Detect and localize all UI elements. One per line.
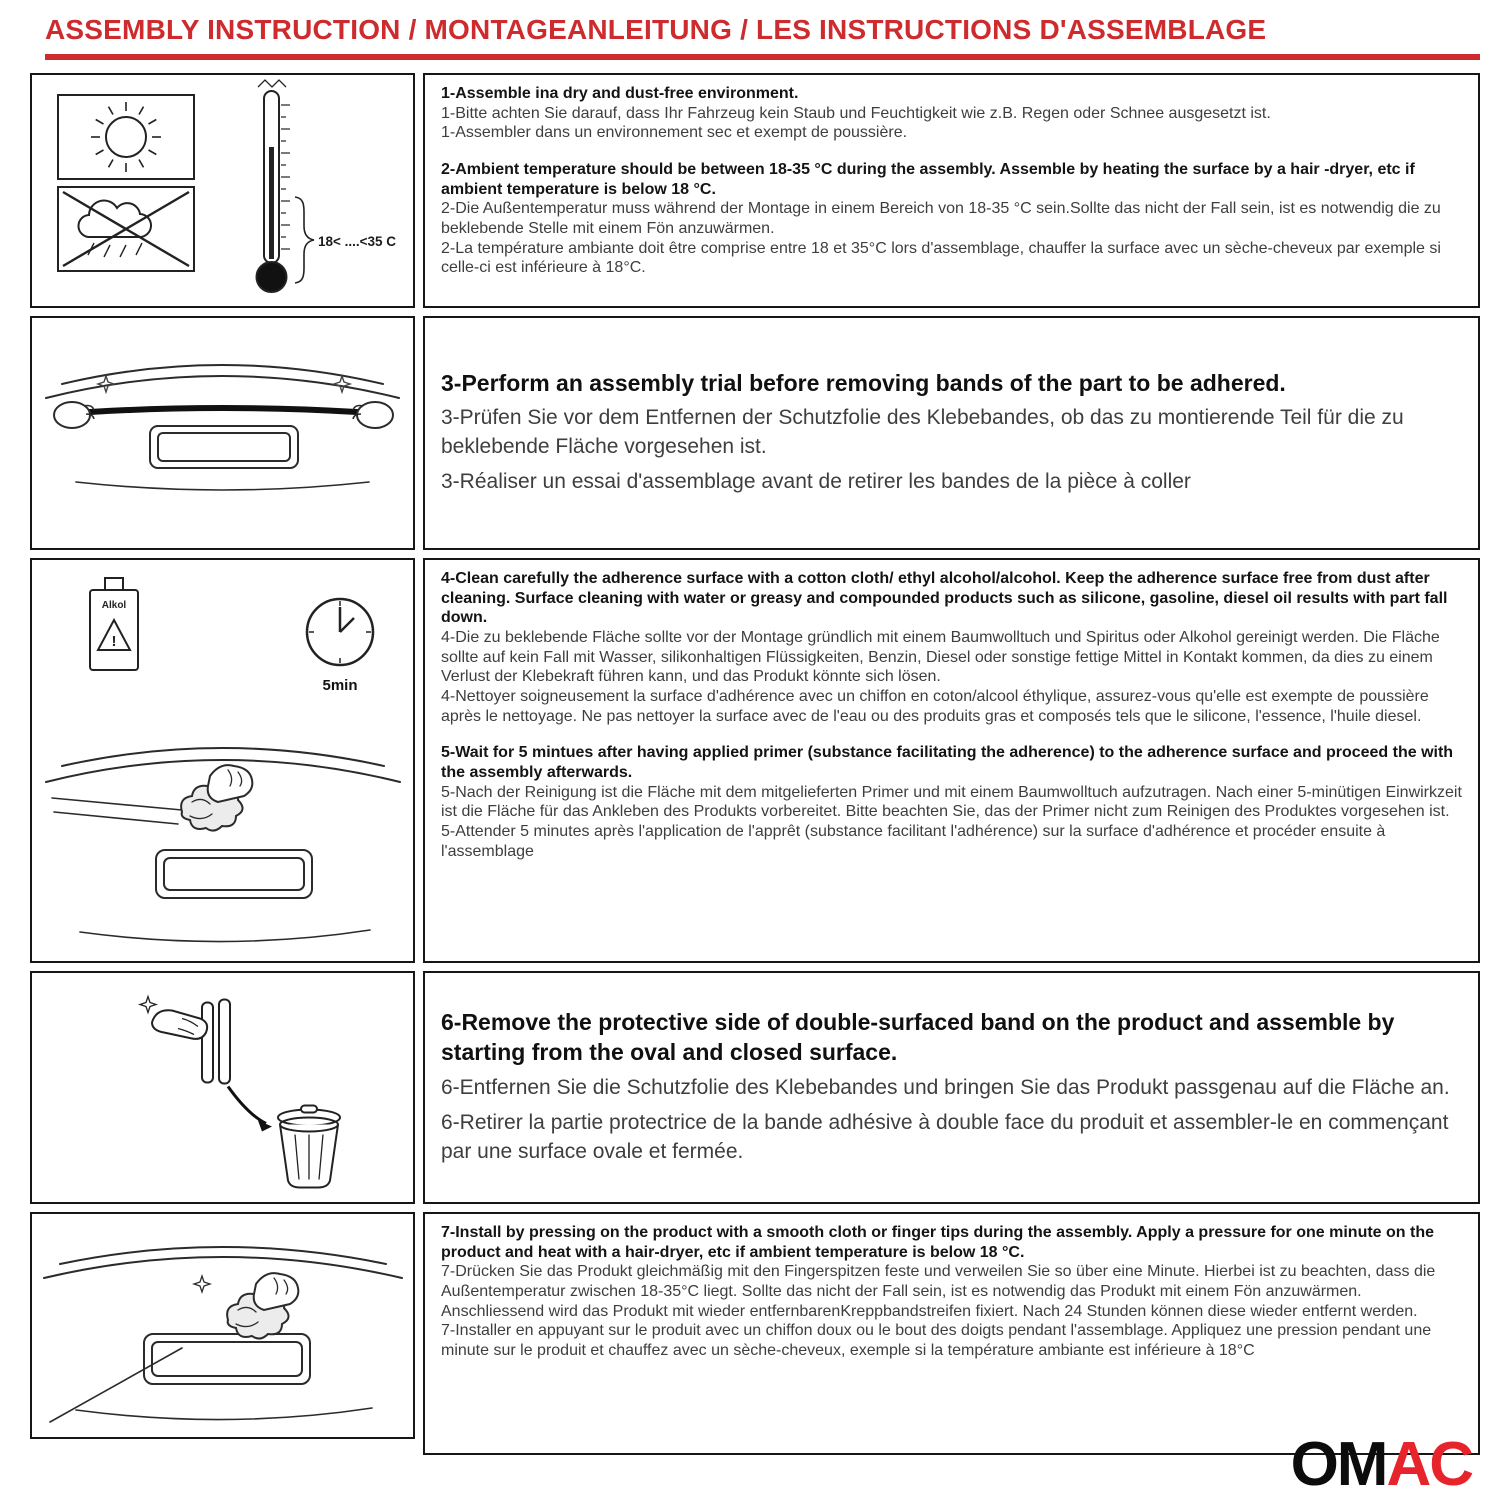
alcohol-bottle-icon: [90, 578, 138, 670]
step-1-de: 1-Bitte achten Sie darauf, dass Ihr Fahrzeug kein Staub und Feuchtigkeit wie z.B. Regen oder Schnee ausgesetzt ist.: [441, 104, 1271, 122]
step-7-de: 7-Drücken Sie das Produkt gleichmäßig mit den Fingerspitzen feste und verweilen Sie so über eine Minute. Hierbei ist zu beachten, dass die Außentemperatur zwischen 18-35°C liegt. Sollte das nicht der Fall sein, ist es notwendig das Produkt mit einem Fön anzuwärmen. Anschliessend wird das Produkt mit wieder entfernbarenKreppbandstreifen fixiert. Nach 24 Stunden können diese wieder entfernt werden.: [441, 1263, 1436, 1320]
step-3-en: 3-Perform an assembly trial before removing bands of the part to be adhered.: [441, 369, 1286, 396]
sparkle-icon: [140, 997, 156, 1013]
hand-icon: [208, 765, 253, 802]
step-7-en: 7-Install by pressing on the product with a smooth cloth or finger tips during the assembly. Apply a pressure for one minute on the product and heat with a hair-dryer, etc if ambient temperature is below 18 °C.: [441, 1224, 1434, 1261]
left-hand-icon: [54, 402, 94, 428]
omac-logo: [1290, 1430, 1472, 1499]
step-row-3: [30, 316, 1480, 550]
cleaning-illustration-box: [30, 558, 415, 963]
step-5-en: 5-Wait for 5 mintues after having applied primer (substance facilitating the adherence) to the adherence surface and proceed the with the assembly afterwards.: [441, 744, 1454, 782]
temperature-range-label: 18< ....<35 C: [318, 234, 397, 249]
spacer: [441, 143, 1462, 160]
step-4-fr: 4-Nettoyer soigneusement la surface d'adhérence avec un chiffon en coton/alcool éthylique, assurez-vous qu'elle est exempte de poussière après le nettoyage. Ne pas nettoyer la surface avec de l'eau ou des produits gras et composés tels que le silicone, l'essence, l'huile diesel.: [441, 688, 1429, 725]
wait-time-label: 5min: [322, 677, 358, 694]
range-brace: [295, 197, 314, 283]
sparkle-icons: [98, 376, 350, 392]
hand-icon: [152, 1010, 207, 1039]
step-1-2-textbox: [423, 73, 1480, 308]
step-2-en: 2-Ambient temperature should be between 18-35 °C during the assembly. Assemble by heating the surface by a hair -dryer, etc if ambient temperature is below 18 °C.: [441, 161, 1415, 198]
step-2-fr: 2-La température ambiante doit être comprise entre 18 et 35°C lors d'assemblage, chauffer la surface avec un sèche-cheveux par exemple si celle-ci est inférieure à 18°C.: [441, 239, 1441, 277]
omac-logo-black: OM: [1290, 1430, 1387, 1499]
trunk-surface-drawing: [44, 1247, 402, 1422]
page-title: ASSEMBLY INSTRUCTION / MONTAGEANLEITUNG / LES INSTRUCTIONS D'ASSEMBLAGE: [45, 14, 1267, 45]
step-7-textbox: [423, 1212, 1480, 1455]
press-install-illustration-box: [30, 1212, 415, 1439]
step-2-de: 2-Die Außentemperatur muss während der Montage in einem Bereich von 18-35 °C sein.Sollte das nicht der Fall sein, ist es notwendig die zu beklebende Stelle mit einem Fön anzuwärmen.: [441, 200, 1441, 238]
clock-icon: [307, 599, 373, 665]
step-row-1-2: [30, 73, 1480, 308]
step-4-5-textbox: [423, 558, 1480, 963]
spacer: [441, 726, 1462, 743]
wiping-surface-drawing: [46, 748, 400, 942]
step-3-fr: 3-Réaliser un essai d'assemblage avant de retirer les bandes de la pièce à coller: [441, 470, 1191, 494]
peel-band-trash-illustration: [32, 973, 413, 1202]
arm-lines: [52, 798, 182, 824]
step-4-de: 4-Die zu beklebende Fläche sollte vor der Montage gründlich mit einem Baumwolltuch und Spiritus oder Alkohol gereinigt werden. Die Fläche sollte auf kein Fall mit Wasser, silikonhaltigen Flüssigkeiten, Benzin, Diesel oder sonstige fettige Mittel in Kontakt kommen, da dies zu einem Verlust der Klebekraft führen kann, und das Produkt könnte sich lösen.: [441, 629, 1440, 686]
arrow-to-trash-icon: [228, 1087, 272, 1132]
peel-band-icon: [140, 997, 230, 1084]
step-6-en: 6-Remove the protective side of double-surfaced band on the product and assemble by starting from the oval and closed surface.: [441, 1009, 1395, 1066]
hand-icon: [254, 1273, 299, 1310]
no-rain-icon: [58, 187, 194, 271]
press-install-illustration: [32, 1214, 413, 1437]
trash-can-icon: [278, 1106, 340, 1188]
adhesive-band: [90, 408, 357, 412]
step-5-de: 5-Nach der Reinigung ist die Fläche mit dem mitgelieferten Primer und mit einem Baumwolltuch aufzutragen. Nach einer 5-minütigen Einwirkzeit ist die Fläche für das Ankleben des Produkts vorbereitet. Bitte beachten Sie, das der Primer nicht zum Reinigen des Produktes vorgesehen ist.: [441, 783, 1462, 821]
step-row-6: [30, 971, 1480, 1204]
alcohol-bottle-label: Alkol: [101, 600, 127, 611]
step-1-en: 1-Assemble ina dry and dust-free environment.: [441, 85, 799, 102]
step-5-fr: 5-Attender 5 minutes après l'application de l'apprêt (substance facilitant l'adhérence) sur la surface d'adhérence et procéder ensuite à l'assemblage: [441, 823, 1386, 860]
step-4-en: 4-Clean carefully the adherence surface with a cotton cloth/ ethyl alcohol/alcohol. Keep the adherence surface free from dust after cleaning. Surface cleaning with water or greasy and compounded products such as silicone, gasoline, diesel oil results with part fall down.: [441, 570, 1448, 627]
sun-icon: [58, 95, 194, 179]
warning-exclamation: !: [111, 633, 117, 650]
omac-logo-red: AC: [1386, 1430, 1472, 1499]
step-3-de: 3-Prüfen Sie vor dem Entfernen der Schutzfolie des Klebebandes, ob das zu montierende Teil für die zu beklebende Fläche vorgesehen ist.: [441, 406, 1404, 459]
dry-environment-illustration-box: [30, 73, 415, 308]
step-7-fr: 7-Installer en appuyant sur le produit avec un chiffon doux ou le bout des doigts pendant l'assemblage. Appliquez une pression pendant une minute sur le produit et chauffez avec un sèche-cheveux, exemple si la température ambiante est inférieure à 18°C: [441, 1322, 1432, 1360]
sparkle-icon: [194, 1276, 210, 1292]
trial-fit-illustration: [32, 318, 413, 548]
right-hand-icon: [353, 402, 393, 428]
trial-fit-illustration-box: [30, 316, 415, 550]
step-6-textbox: [423, 971, 1480, 1204]
thermometer-icon: [257, 80, 397, 292]
surface-cleaning-illustration: [32, 560, 413, 961]
step-6-de: 6-Entfernen Sie die Schutzfolie des Klebebandes und bringen Sie das Produkt passgenau auf die Fläche an.: [441, 1075, 1450, 1099]
step-3-textbox: [423, 316, 1480, 550]
step-row-4-5: [30, 558, 1480, 963]
title-underline: [45, 54, 1480, 60]
step-row-7: [30, 1212, 1480, 1455]
peel-band-illustration-box: [30, 971, 415, 1204]
dry-environment-temperature-illustration: [32, 75, 413, 306]
step-1-fr: 1-Assembler dans un environnement sec et exempt de poussière.: [441, 124, 908, 142]
step-6-fr: 6-Retirer la partie protectrice de la bande adhésive à double face du produit et assembler-le en commençant par une surface ovale et fermée.: [441, 1110, 1449, 1163]
